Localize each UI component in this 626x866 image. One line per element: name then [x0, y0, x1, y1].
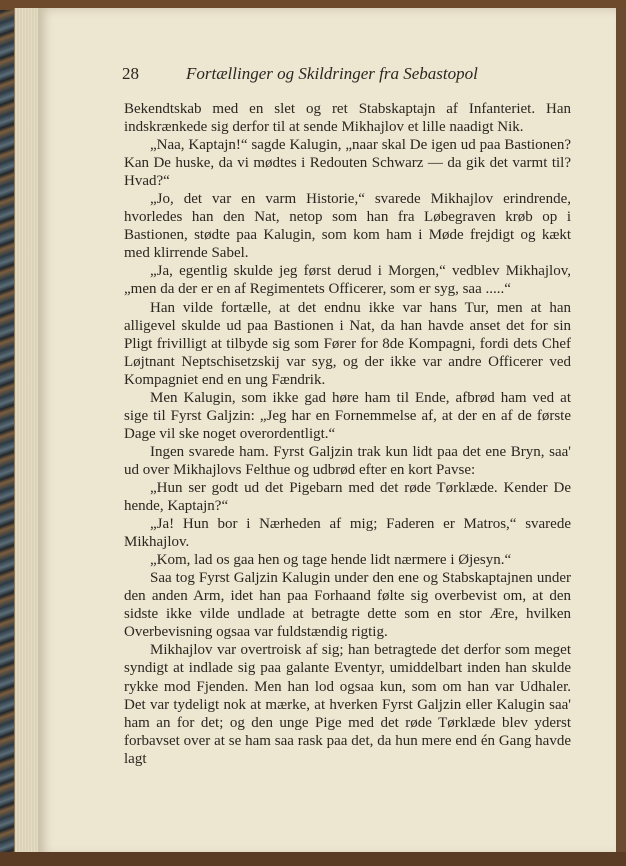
page-header [122, 64, 542, 90]
paragraph: „Ja! Hun bor i Nærheden af mig; Faderen er Matros,“ svarede Mikhajlov. [124, 516, 571, 551]
paragraph: Saa tog Fyrst Galjzin Kalugin under den ene og Stabskaptajnen under den anden Arm, idet han paa Forhaand følte sig overbevist om, at den sidste ikke vilde undlade at betragte dette som en stor Ære, hvilken Overbevisning ogsaa var fuldstændig rigtig. [124, 570, 571, 641]
page-number: 28 [122, 64, 139, 83]
paragraph: Han vilde fortælle, at det endnu ikke var hans Tur, men at han alligevel skulde ud paa Bastionen i Nat, da han havde anset det for sin Pligt frivilligt at tilbyde sig som Fører for 8de Kompagni, fordi dets Chef Løjtnant Neptschisetzskij var syg, og der ikke var andre Officerer ved Kompagniet end en ung Fændrik. [124, 299, 571, 388]
paragraph: Men Kalugin, som ikke gad høre ham til Ende, afbrød ham ved at sige til Fyrst Galjzin: „Jeg har en Fornemmelse af, at der en af de første Dage vil ske noget overordentligt.“ [124, 389, 571, 442]
book-cover-bottom-edge [0, 852, 626, 866]
paragraph: Ingen svarede ham. Fyrst Galjzin trak kun lidt paa det ene Bryn, saa' ud over Mikhajlovs Felthue og udbrød efter en kort Pavse: [124, 443, 571, 478]
body-text [124, 100, 571, 768]
running-title: Fortællinger og Skildringer fra Sebastopol [186, 64, 478, 83]
paragraph: Bekendtskab med en slet og ret Stabskaptajn af Infanteriet. Han indskrænkede sig derfor til at sende Mikhajlov et lille naadigt Nik. [124, 101, 571, 136]
paragraph: „Hun ser godt ud det Pigebarn med det røde Tørklæde. Kender De hende, Kaptajn?“ [124, 479, 571, 515]
paragraph: „Kom, lad os gaa hen og tage hende lidt nærmere i Øjesyn.“ [150, 552, 512, 569]
paragraph: „Jo, det var en varm Historie,“ svarede Mikhajlov erindrende, hvorledes han den Nat, netop som han fra Løbegraven krøb op i Bastionen, stødte paa Kalugin, som kom ham i Møde frejdigt og kækt med klirrende Sabel. [124, 191, 571, 262]
paragraph: „Ja, egentlig skulde jeg først derud i Morgen,“ vedblev Mikhajlov, „men da der er en af Regimentets Officerer, som er syg, saa .....“ [124, 263, 571, 298]
book-cover-right-edge [616, 8, 626, 858]
paragraph: Mikhajlov var overtroisk af sig; han betragtede det derfor som meget syndigt at indlade sig paa galante Eventyr, umiddelbart inden han skulde rykke mod Fjenden. Men han lod ogsaa kun, som om han var Udhaler. Det var tydeligt nok at mærke, at hverken Fyrst Galjzin eller Kalugin saa' ham an for det; og den unge Pige med det røde Tørklæde blev yderst forbavset over at se ham saa rask paa det, da hun mere end én Gang havde lagt [124, 642, 571, 767]
paragraph: „Naa, Kaptajn!“ sagde Kalugin, „naar skal De igen ud paa Bastionen? Kan De huske, da vi mødtes i Redouten Schwarz — da gik det varmt til? Hvad?“ [124, 137, 571, 190]
